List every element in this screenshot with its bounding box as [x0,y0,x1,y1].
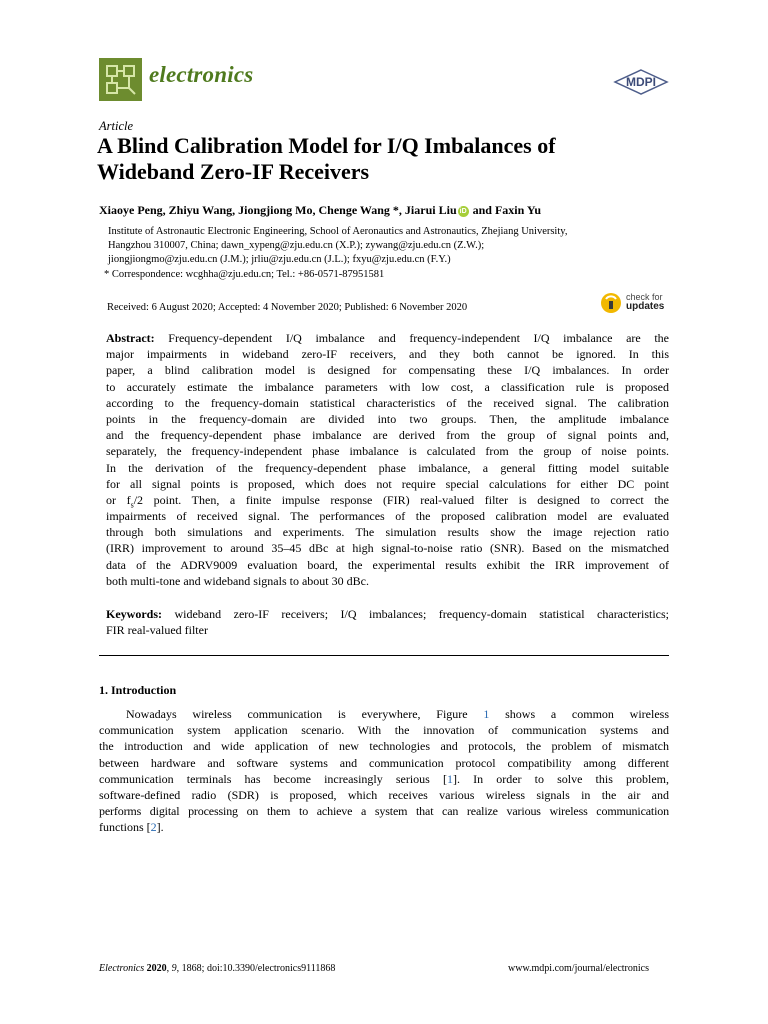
abstract-line: separately, the frequency-independent phase imbalance is calculated from the group of noise points. [106,444,669,459]
intro-line: performs digital processing on them to achieve a system that can realize various wireless communication [99,804,669,819]
affiliation-line: jiongjiongmo@zju.edu.cn (J.M.); jrliu@zju.edu.cn (J.L.); fxyu@zju.edu.cn (F.Y.) [108,254,451,265]
abstract-line: (IRR) improvement to around 35–45 dBc at high signal-to-noise ratio (SNR). Based on the mismatched [106,541,669,556]
abstract-line: both multi-tone and wideband signals to about 30 dBc. [106,573,369,588]
keywords-label: Keywords: [106,607,162,621]
keywords-line: Keywords: wideband zero-IF receivers; I/Q imbalances; frequency-domain statistical characteristics; [106,607,669,621]
abstract-line: In the derivation of the frequency-dependent phase imbalance, a general fitting model suitable [106,460,669,475]
introduction-body [99,706,669,836]
intro-line: the introduction and wide application of new technologies and protocols, the problem of mismatch [99,739,669,754]
footer-year: 2020 [144,963,167,974]
title-line-2: Wideband Zero-IF Receivers [97,159,370,184]
affiliation-line: Institute of Astronautic Electronic Engineering, School of Aeronautics and Astronautics, Zhejiang University, [108,226,568,237]
abstract-line: impairments of received signal. The performances of the proposed calibration model are evaluated [106,509,669,524]
footer-doi: , 1868; doi:10.3390/electronics9111868 [176,963,336,974]
title-line-1: A Blind Calibration Model for I/Q Imbalances of [97,133,556,158]
mdpi-wordmark: MDPI [626,75,656,89]
intro-line: between hardware and software systems and communication protocol compatibility among different [99,755,669,770]
orcid-icon[interactable]: iD [459,208,467,215]
circuit-logo-icon [99,58,142,101]
authors-text: Xiaoye Peng, Zhiyu Wang, Jiongjiong Mo, Chenge Wang *, Jiarui Liu [99,203,457,217]
article-type: Article [99,119,134,133]
keywords-line: FIR real-valued filter [106,623,208,638]
check-updates-line1: check for [626,292,663,302]
footer-volume: 9 [171,963,177,974]
abstract-line: to accurately estimate the imbalance parameters with low cost, a classification rule is proposed [106,379,669,394]
abstract-line: Abstract: Frequency-dependent I/Q imbalance and frequency-independent I/Q imbalance are the [106,331,669,345]
correspondence: * Correspondence: wcghha@zju.edu.cn; Tel.: +86-0571-87951581 [104,269,385,280]
figure-ref-link[interactable]: 1 [483,707,490,721]
intro-line: communication system application scenario. With the innovation of communication systems and [99,723,669,738]
mdpi-logo-icon [612,69,670,100]
abstract-line: for all signal points is proposed, which does not require special calculations for either DC point [106,476,669,491]
abstract-line: or $f_s/2$ point. Then, a finite impulse response (FIR) real-valued filter is designed to correct the [106,492,669,510]
subscript-s: s [130,500,134,510]
abstract-line: major impairments in wideband zero-IF receivers, and they both cannot be ignored. In this [106,347,669,362]
intro-line: functions [2]. [99,820,164,835]
abstract-line: paper, a blind calibration model is designed for compensating these I/Q imbalances. In order [106,363,669,378]
footer-journal-url[interactable]: www.mdpi.com/journal/electronics [508,963,649,974]
abstract-line: and the frequency-dependent phase imbalance are derived from the group of signal points and, [106,428,669,443]
abstract-line: according to the frequency-domain statistical characteristics of the received signal. The calibration [106,395,669,410]
paper-title [97,133,677,185]
intro-line: Nowadays wireless communication is everywhere, Figure 1 shows a common wireless [126,707,669,721]
journal-name: electronics [149,62,254,87]
section-heading: 1. Introduction [99,683,177,697]
abstract-line: through both simulations and experiments. The simulation results show the image rejection ratio [106,525,669,540]
section-divider [99,655,669,656]
authors-text-end: and Faxin Yu [469,203,542,217]
check-updates-icon [600,292,622,314]
check-for-updates-badge[interactable] [600,292,670,316]
intro-line: software-defined radio (SDR) is proposed, which receives various wireless signals in the air and [99,787,669,802]
author-list [99,203,541,218]
abstract-label: Abstract: [106,331,155,345]
abstract [106,330,669,589]
keywords [106,606,669,638]
abstract-line: data of the ADRV9009 evaluation board, the experimental results exhibit the IRR improvement of [106,557,669,572]
citation-link[interactable]: 2 [150,820,157,835]
footer-journal: Electronics [99,963,145,974]
footer-citation: Electronics 2020, 9, 1868; doi:10.3390/electronics9111868 [99,963,336,974]
journal-logo-icon [99,58,142,101]
affiliation-line: Hangzhou 310007, China; dawn_xypeng@zju.edu.cn (X.P.); zywang@zju.edu.cn (Z.W.); [108,240,485,251]
citation-link[interactable]: 1 [446,771,453,786]
intro-line: communication terminals has become increasingly serious [1]. In order to solve this problem, [99,771,669,786]
affiliation [108,225,678,267]
check-updates-line2: updates [626,301,665,312]
publication-dates: Received: 6 August 2020; Accepted: 4 November 2020; Published: 6 November 2020 [107,302,468,313]
abstract-line: points in the frequency-domain are divided into two groups. Then, the amplitude imbalance [106,411,669,426]
